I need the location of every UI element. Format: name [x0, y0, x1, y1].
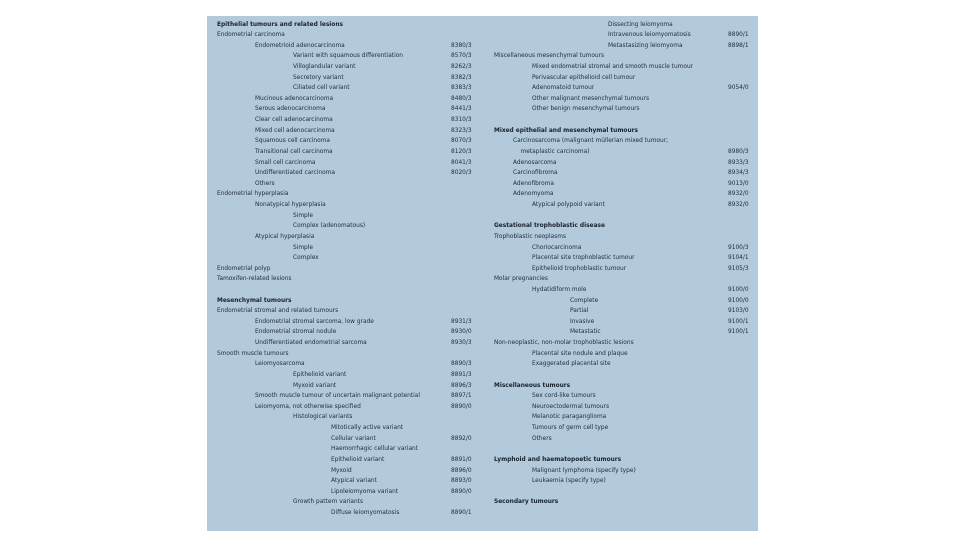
- entry-label: Adenomyoma: [513, 189, 554, 198]
- entry-label: Mitotically active variant: [331, 423, 404, 432]
- entry-label: Small cell carcinoma: [255, 157, 316, 166]
- entry-label: Epithelioid variant: [331, 454, 385, 463]
- icd-o-code: 9105/3: [728, 263, 749, 272]
- icd-o-code: 9103/0: [728, 306, 749, 315]
- entry-label: Adenofibroma: [513, 178, 554, 187]
- entry-label: Tumours of germ cell type: [532, 423, 609, 432]
- classification-row: [207, 401, 479, 412]
- icd-o-code: 8380/3: [451, 40, 472, 49]
- icd-o-code: 8310/3: [451, 115, 472, 124]
- icd-o-code: 8323/3: [451, 125, 472, 134]
- entry-label: Trophoblastic neoplasms: [494, 231, 567, 240]
- classification-row: [207, 135, 479, 146]
- classification-row: [207, 220, 479, 231]
- entry-label: Undifferentiated endometrial sarcoma: [255, 338, 367, 347]
- classification-row: [207, 40, 479, 51]
- classification-row: [484, 167, 756, 178]
- icd-o-code: 9104/1: [728, 253, 749, 262]
- classification-row: [484, 443, 756, 454]
- classification-row: [207, 199, 479, 210]
- icd-o-code: 8441/3: [451, 104, 472, 113]
- icd-o-code: 8890/1: [451, 508, 472, 517]
- entry-label: Intravenous leiomyomatosis: [608, 30, 691, 39]
- classification-row: [207, 242, 479, 253]
- classification-row: [207, 326, 479, 337]
- entry-label: Secondary tumours: [494, 497, 559, 506]
- icd-o-code: 8890/3: [451, 359, 472, 368]
- classification-row: [484, 433, 756, 444]
- entry-label: Partial: [570, 306, 589, 315]
- entry-label: Epithelioid trophoblastic tumour: [532, 263, 627, 272]
- entry-label: Metastasizing leiomyoma: [608, 40, 683, 49]
- classification-row: [207, 114, 479, 125]
- entry-label: Clear cell adenocarcinoma: [255, 115, 333, 124]
- section-heading: [207, 295, 479, 306]
- classification-row: [484, 358, 756, 369]
- classification-row: [207, 167, 479, 178]
- entry-label: Variant with squamous differentiation: [293, 51, 403, 60]
- entry-label: Endometrial hyperplasia: [217, 189, 289, 198]
- entry-label: Histological variants: [293, 412, 353, 421]
- icd-o-code: 8120/3: [451, 146, 472, 155]
- icd-o-code: 8041/3: [451, 157, 472, 166]
- entry-label: Dissecting leiomyoma: [608, 19, 673, 28]
- entry-label: Epithelial tumours and related lesions: [217, 19, 343, 28]
- entry-label: Complete: [570, 295, 599, 304]
- entry-label: Adenomatoid tumour: [532, 83, 595, 92]
- entry-label: Leiomyosarcoma: [255, 359, 305, 368]
- classification-row: [207, 125, 479, 136]
- classification-row: [207, 305, 479, 316]
- classification-row: [207, 72, 479, 83]
- icd-o-code: 8891/3: [451, 369, 472, 378]
- icd-o-code: 8070/3: [451, 136, 472, 145]
- classification-row: [207, 433, 479, 444]
- entry-label: Myxoid variant: [293, 380, 337, 389]
- entry-label: Diffuse leiomyomatosis: [331, 508, 400, 517]
- icd-o-code: 8932/0: [728, 189, 749, 198]
- icd-o-code: 8890/0: [451, 486, 472, 495]
- entry-label: Ciliated cell variant: [293, 83, 350, 92]
- icd-o-code: 8931/3: [451, 316, 472, 325]
- classification-row: [484, 114, 756, 125]
- classification-row: [484, 337, 756, 348]
- entry-label: Carcinosarcoma (malignant müllerian mixed tumour;: [513, 136, 669, 145]
- icd-o-code: 8383/3: [451, 83, 472, 92]
- entry-label: Simple: [293, 242, 313, 251]
- icd-o-code: 8980/3: [728, 146, 749, 155]
- icd-o-code: 8930/0: [451, 327, 472, 336]
- icd-o-code: 9100/3: [728, 242, 749, 251]
- classification-row: [484, 103, 756, 114]
- icd-o-code: 8930/3: [451, 338, 472, 347]
- entry-label: Leiomyoma, not otherwise specified: [255, 401, 361, 410]
- classification-row: [484, 19, 756, 30]
- classification-row: [207, 50, 479, 61]
- classification-row: [484, 146, 756, 157]
- entry-label: Complex: [293, 253, 319, 262]
- classification-row: [207, 103, 479, 114]
- icd-o-code: 8891/0: [451, 454, 472, 463]
- entry-label: Other malignant mesenchymal tumours: [532, 93, 650, 102]
- entry-label: Miscellaneous tumours: [494, 380, 571, 389]
- classification-row: [207, 348, 479, 359]
- classification-row: [207, 475, 479, 486]
- classification-row: [207, 284, 479, 295]
- entry-label: Myxoid: [331, 465, 352, 474]
- icd-o-code: 8020/3: [451, 168, 472, 177]
- classification-row: [207, 411, 479, 422]
- classification-row: [207, 263, 479, 274]
- icd-o-code: 8932/0: [728, 200, 749, 209]
- entry-label: Atypical variant: [331, 476, 377, 485]
- entry-label: Mesenchymal tumours: [217, 295, 292, 304]
- classification-row: [207, 422, 479, 433]
- entry-label: Epithelioid variant: [293, 369, 347, 378]
- classification-row: [484, 135, 756, 146]
- classification-row: [484, 284, 756, 295]
- entry-label: Growth pattern variants: [293, 497, 364, 506]
- entry-label: Mixed cell adenocarcinoma: [255, 125, 335, 134]
- classification-row: [484, 61, 756, 72]
- icd-o-code: 8898/1: [728, 40, 749, 49]
- section-heading: [484, 496, 756, 507]
- classification-row: [484, 188, 756, 199]
- classification-row: [484, 242, 756, 253]
- entry-label: Neuroectodermal tumours: [532, 401, 609, 410]
- icd-o-code: 8382/3: [451, 72, 472, 81]
- icd-o-code: 8890/0: [451, 401, 472, 410]
- classification-row: [484, 231, 756, 242]
- classification-row: [484, 305, 756, 316]
- entry-label: Smooth muscle tumour of uncertain malignant potential: [255, 391, 420, 400]
- entry-label: Endometrial stromal nodule: [255, 327, 337, 336]
- icd-o-code: 8934/3: [728, 168, 749, 177]
- entry-label: Endometrial stromal sarcoma, low grade: [255, 316, 374, 325]
- entry-label: Others: [255, 178, 275, 187]
- classification-row: [484, 326, 756, 337]
- entry-label: Atypical polypoid variant: [532, 200, 605, 209]
- classification-row: [207, 273, 479, 284]
- entry-label: Lymphoid and haematopoetic tumours: [494, 454, 622, 463]
- icd-o-code: 8893/0: [451, 476, 472, 485]
- entry-label: Other benign mesenchymal tumours: [532, 104, 640, 113]
- entry-label: Metastatic: [570, 327, 601, 336]
- entry-label: Carcinofibroma: [513, 168, 558, 177]
- entry-label: Serous adenocarcinoma: [255, 104, 326, 113]
- classification-row: [207, 157, 479, 168]
- classification-row: [484, 29, 756, 40]
- entry-label: Mucinous adenocarcinoma: [255, 93, 334, 102]
- classification-row: [484, 422, 756, 433]
- entry-label: Complex (adenomatous): [293, 221, 366, 230]
- classification-row: [207, 61, 479, 72]
- entry-label: Transitional cell carcinoma: [255, 146, 333, 155]
- icd-o-code: 9100/0: [728, 285, 749, 293]
- classification-row: [484, 348, 756, 359]
- classification-row: [484, 486, 756, 497]
- classification-row: [484, 178, 756, 189]
- classification-panel: [207, 16, 758, 531]
- classification-row: [484, 369, 756, 380]
- classification-row: [207, 231, 479, 242]
- entry-label: Lipoleiomyoma variant: [331, 486, 399, 495]
- entry-label: Nonatypical hyperplasia: [255, 200, 326, 209]
- entry-label: Exaggerated placental site: [532, 359, 611, 368]
- entry-label: Endometrial polyp: [217, 263, 271, 272]
- classification-row: [207, 507, 479, 518]
- entry-label: Cellular variant: [331, 433, 376, 442]
- section-heading: [484, 454, 756, 465]
- entry-label: Choriocarcinoma: [532, 242, 582, 251]
- entry-label: Tamoxifen-related lesions: [217, 274, 292, 283]
- entry-label: Molar pregnancies: [494, 274, 548, 283]
- entry-label: Non-neoplastic, non-molar trophoblastic lesions: [494, 338, 634, 347]
- classification-row: [207, 454, 479, 465]
- classification-row: [484, 390, 756, 401]
- entry-label: Placental site nodule and plaque: [532, 348, 628, 357]
- icd-o-code: 9100/0: [728, 295, 749, 304]
- entry-label: Others: [532, 433, 552, 442]
- icd-o-code: 8933/3: [728, 157, 749, 166]
- classification-row: [484, 401, 756, 412]
- classification-row: [207, 188, 479, 199]
- entry-label: Hydatidiform mole: [532, 285, 587, 293]
- entry-label: metaplastic carcinoma): [520, 146, 590, 155]
- entry-label: Melanotic paraganglioma: [532, 412, 607, 421]
- classification-row: [207, 29, 479, 40]
- icd-o-code: 8570/3: [451, 51, 472, 60]
- classification-row: [484, 210, 756, 221]
- entry-label: Villoglandular variant: [293, 61, 356, 70]
- section-heading: [207, 19, 479, 30]
- section-heading: [484, 125, 756, 136]
- classification-row: [484, 72, 756, 83]
- icd-o-code: 9100/1: [728, 327, 749, 336]
- icd-o-code: 8897/1: [451, 391, 472, 400]
- icd-o-code: 9054/0: [728, 83, 749, 92]
- icd-o-code: 8896/0: [451, 465, 472, 474]
- classification-row: [207, 316, 479, 327]
- classification-row: [484, 316, 756, 327]
- entry-label: Atypical hyperplasia: [255, 231, 315, 240]
- entry-label: Perivascular epithelioid cell tumour: [532, 72, 636, 81]
- classification-row: [207, 369, 479, 380]
- classification-row: [207, 210, 479, 221]
- icd-o-code: 8896/3: [451, 380, 472, 389]
- entry-label: Miscellaneous mesenchymal tumours: [494, 51, 605, 60]
- entry-label: Gestational trophoblastic disease: [494, 221, 605, 230]
- icd-o-code: 8480/3: [451, 93, 472, 102]
- classification-row: [207, 178, 479, 189]
- icd-o-code: 8890/1: [728, 30, 749, 39]
- classification-row: [484, 252, 756, 263]
- entry-label: Undifferentiated carcinoma: [255, 168, 335, 177]
- entry-label: Simple: [293, 210, 313, 219]
- classification-row: [484, 263, 756, 274]
- classification-row: [484, 295, 756, 306]
- entry-label: Placental site trophoblastic tumour: [532, 253, 635, 262]
- section-heading: [484, 220, 756, 231]
- classification-row: [207, 496, 479, 507]
- classification-row: [484, 93, 756, 104]
- entry-label: Endometrioid adenocarcinoma: [255, 40, 345, 49]
- section-heading: [484, 380, 756, 391]
- icd-o-code: 8262/3: [451, 61, 472, 70]
- entry-label: Smooth muscle tumours: [217, 348, 289, 357]
- entry-label: Mixed epithelial and mesenchymal tumours: [494, 125, 638, 134]
- classification-row: [484, 40, 756, 51]
- entry-label: Mixed endometrial stromal and smooth muscle tumour: [532, 61, 694, 70]
- entry-label: Haemorrhagic cellular variant: [331, 444, 419, 453]
- entry-label: Malignant lymphoma (specify type): [532, 465, 636, 474]
- classification-row: [207, 358, 479, 369]
- classification-row: [207, 486, 479, 497]
- entry-label: Invasive: [570, 316, 595, 325]
- entry-label: Endometrial carcinoma: [217, 30, 285, 39]
- classification-row: [484, 82, 756, 93]
- classification-row: [207, 390, 479, 401]
- entry-label: Endometrial stromal and related tumours: [217, 306, 339, 315]
- classification-row: [207, 93, 479, 104]
- icd-o-code: 9013/0: [728, 178, 749, 187]
- classification-row: [207, 443, 479, 454]
- classification-row: [484, 411, 756, 422]
- classification-row: [207, 252, 479, 263]
- classification-row: [207, 380, 479, 391]
- classification-row: [484, 157, 756, 168]
- classification-row: [207, 465, 479, 476]
- entry-label: Secretory variant: [293, 72, 344, 81]
- entry-label: Sex cord-like tumours: [532, 391, 596, 400]
- classification-row: [484, 199, 756, 210]
- classification-row: [484, 465, 756, 476]
- icd-o-code: 8892/0: [451, 433, 472, 442]
- classification-row: [207, 146, 479, 157]
- classification-row: [484, 273, 756, 284]
- classification-row: [207, 337, 479, 348]
- icd-o-code: 9100/1: [728, 316, 749, 325]
- classification-row: [484, 475, 756, 486]
- entry-label: Squamous cell carcinoma: [255, 136, 330, 145]
- classification-row: [484, 50, 756, 61]
- entry-label: Leukaemia (specify type): [532, 476, 606, 485]
- entry-label: Adenosarcoma: [513, 157, 557, 166]
- classification-row: [207, 82, 479, 93]
